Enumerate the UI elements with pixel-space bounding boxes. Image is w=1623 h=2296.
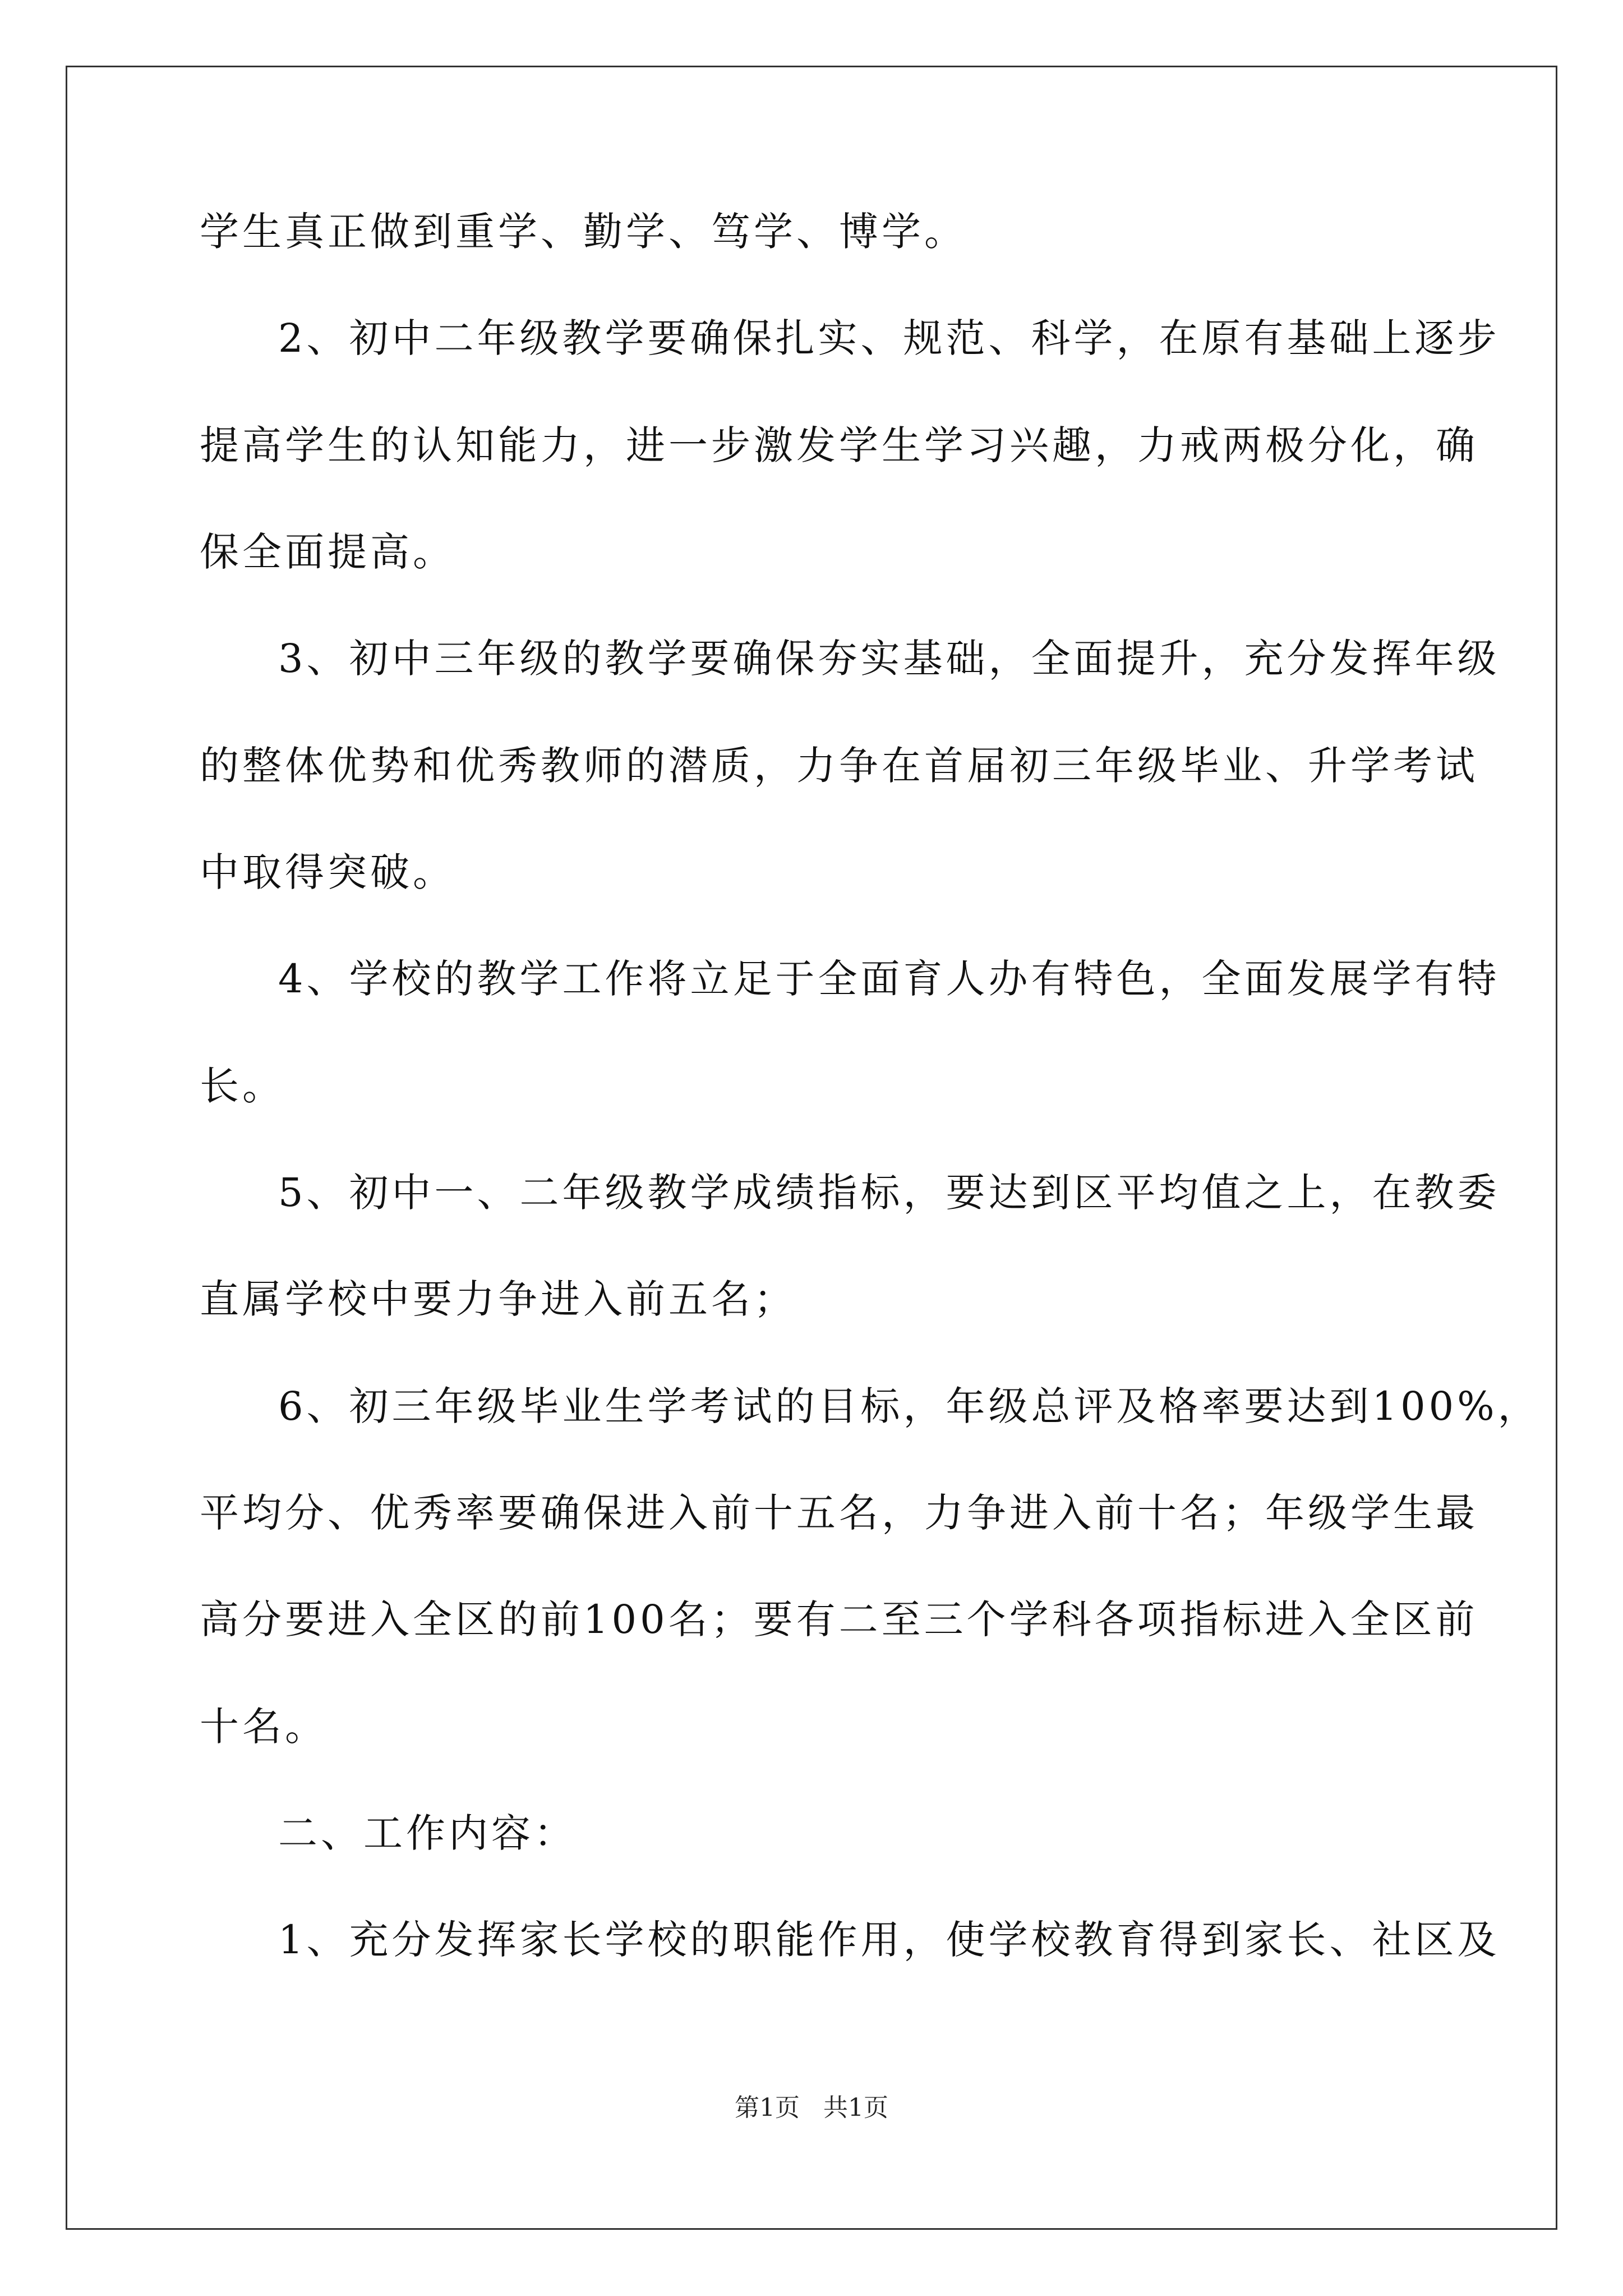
paragraph-item-3-line-3: 中取得突破。 (200, 849, 455, 895)
paragraph-item-4-line-1: 4、学校的教学工作将立足于全面育人办有特色，全面发展学有特 (278, 956, 1500, 1002)
paragraph-item-5-line-2: 直属学校中要力争进入前五名； (200, 1276, 796, 1322)
paragraph-item-6-line-4: 十名。 (200, 1704, 328, 1750)
paragraph-item-4-line-2: 长。 (200, 1063, 285, 1109)
paragraph-item-6-line-2: 平均分、优秀率要确保进入前十五名，力争进入前十名；年级学生最 (200, 1490, 1478, 1536)
page-border (66, 66, 1557, 2230)
paragraph-item-2-line-3: 保全面提高。 (200, 529, 455, 575)
page-number-footer: 第1页 共1页 (735, 2093, 888, 2122)
paragraph-item-5-line-1: 5、初中一、二年级教学成绩指标，要达到区平均值之上，在教委 (278, 1170, 1500, 1216)
text-line: 学生真正做到重学、勤学、笃学、博学。 (200, 209, 967, 255)
section-heading: 二、工作内容： (278, 1810, 577, 1856)
paragraph-item-3-line-2: 的整体优势和优秀教师的潜质，力争在首届初三年级毕业、升学考试 (200, 743, 1478, 789)
paragraph-item-6-line-1: 6、初三年级毕业生学考试的目标，年级总评及格率要达到100%， (278, 1383, 1541, 1429)
paragraph-item-3-line-1: 3、初中三年级的教学要确保夯实基础，全面提升，充分发挥年级 (278, 636, 1500, 682)
paragraph-item-2-line-2: 提高学生的认知能力，进一步激发学生学习兴趣，力戒两极分化，确 (200, 422, 1478, 468)
paragraph-item-6-line-3: 高分要进入全区的前100名；要有二至三个学科各项指标进入全区前 (200, 1596, 1478, 1642)
paragraph-item-2-line-1: 2、初中二年级教学要确保扎实、规范、科学，在原有基础上逐步 (278, 315, 1500, 361)
paragraph-content-1-line-1: 1、充分发挥家长学校的职能作用，使学校教育得到家长、社区及 (278, 1917, 1500, 1963)
